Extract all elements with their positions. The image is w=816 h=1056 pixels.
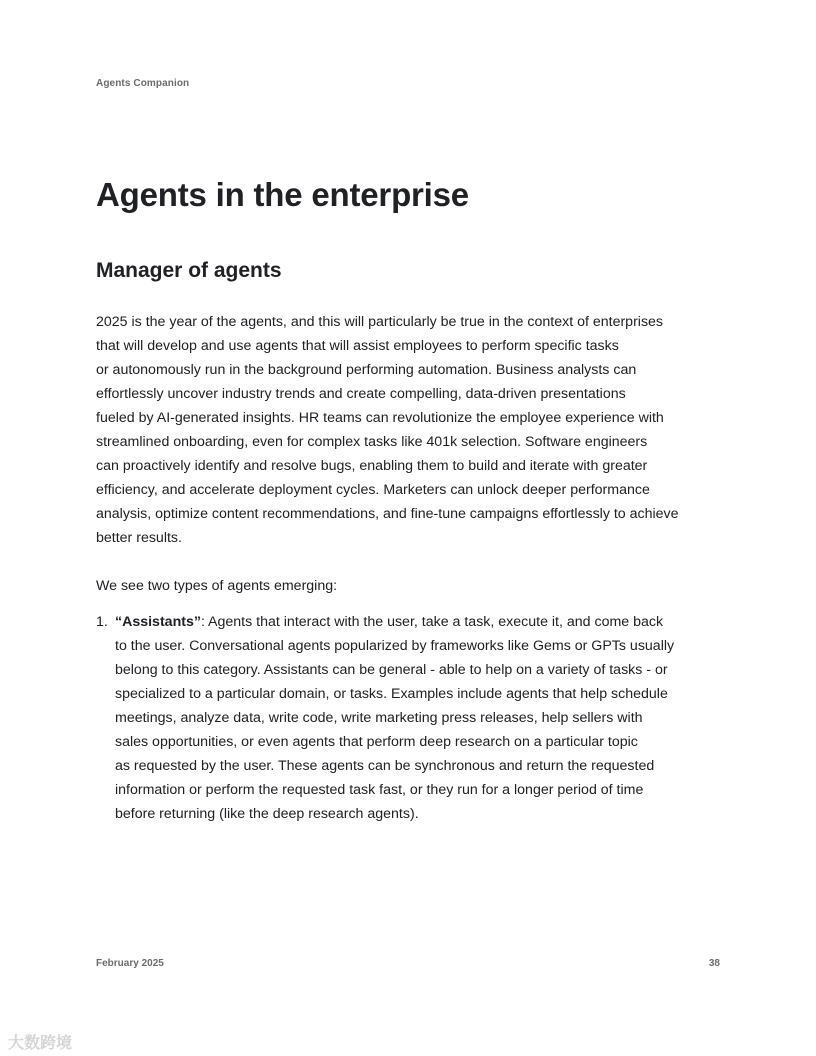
list-item-line: to the user. Conversational agents popularized by frameworks like Gems or GPTs usually	[115, 638, 675, 654]
paragraph-line: effortlessly uncover industry trends and create compelling, data-driven presentations	[96, 386, 626, 402]
watermark-logo: 大数跨境	[8, 1035, 73, 1052]
paragraph-line: 2025 is the year of the agents, and this will particularly be true in the context of enterprises	[96, 314, 664, 330]
list-item-first-line-rest: : Agents that interact with the user, take a task, execute it, and come back	[200, 614, 664, 630]
paragraph-line: that will develop and use agents that will assist employees to perform specific tasks	[96, 338, 619, 354]
intro-paragraph	[96, 310, 726, 550]
paragraph-line: can proactively identify and resolve bugs, enabling them to build and iterate with greater	[96, 458, 648, 474]
list-item	[115, 610, 674, 826]
paragraph-line: better results.	[96, 530, 182, 546]
footer-date: February 2025	[96, 958, 164, 969]
section-heading: Manager of agents	[96, 259, 282, 282]
list-item-line: information or perform the requested task fast, or they run for a longer period of time	[115, 782, 644, 798]
list-item-line: as requested by the user. These agents can be synchronous and return the requested	[115, 758, 655, 774]
list-item-number: 1.	[96, 614, 108, 630]
paragraph-line: efficiency, and accelerate deployment cycles. Marketers can unlock deeper performance	[96, 482, 650, 498]
list-item-term: “Assistants”	[115, 614, 201, 630]
running-header: Agents Companion	[96, 78, 190, 89]
list-item-first-line	[115, 610, 674, 634]
list-item-line: specialized to a particular domain, or tasks. Examples include agents that help schedule	[115, 686, 668, 702]
list-item-line: sales opportunities, or even agents that perform deep research on a particular topic	[115, 734, 638, 750]
paragraph-line: analysis, optimize content recommendations, and fine-tune campaigns effortlessly to achieve	[96, 506, 679, 522]
paragraph-line: or autonomously run in the background performing automation. Business analysts can	[96, 362, 637, 378]
types-intro-paragraph: We see two types of agents emerging:	[96, 578, 338, 594]
paragraph-line: fueled by AI-generated insights. HR teams can revolutionize the employee experience with	[96, 410, 664, 426]
agent-types-list	[96, 610, 726, 826]
list-item-line: before returning (like the deep research agents).	[115, 806, 419, 822]
list-item-line: belong to this category. Assistants can be general - able to help on a variety of tasks - or	[115, 662, 668, 678]
paragraph-line: streamlined onboarding, even for complex tasks like 401k selection. Software engineers	[96, 434, 648, 450]
page-title: Agents in the enterprise	[96, 176, 469, 213]
list-item-line: meetings, analyze data, write code, write marketing press releases, help sellers with	[115, 710, 643, 726]
footer-page-number: 38	[708, 958, 720, 969]
